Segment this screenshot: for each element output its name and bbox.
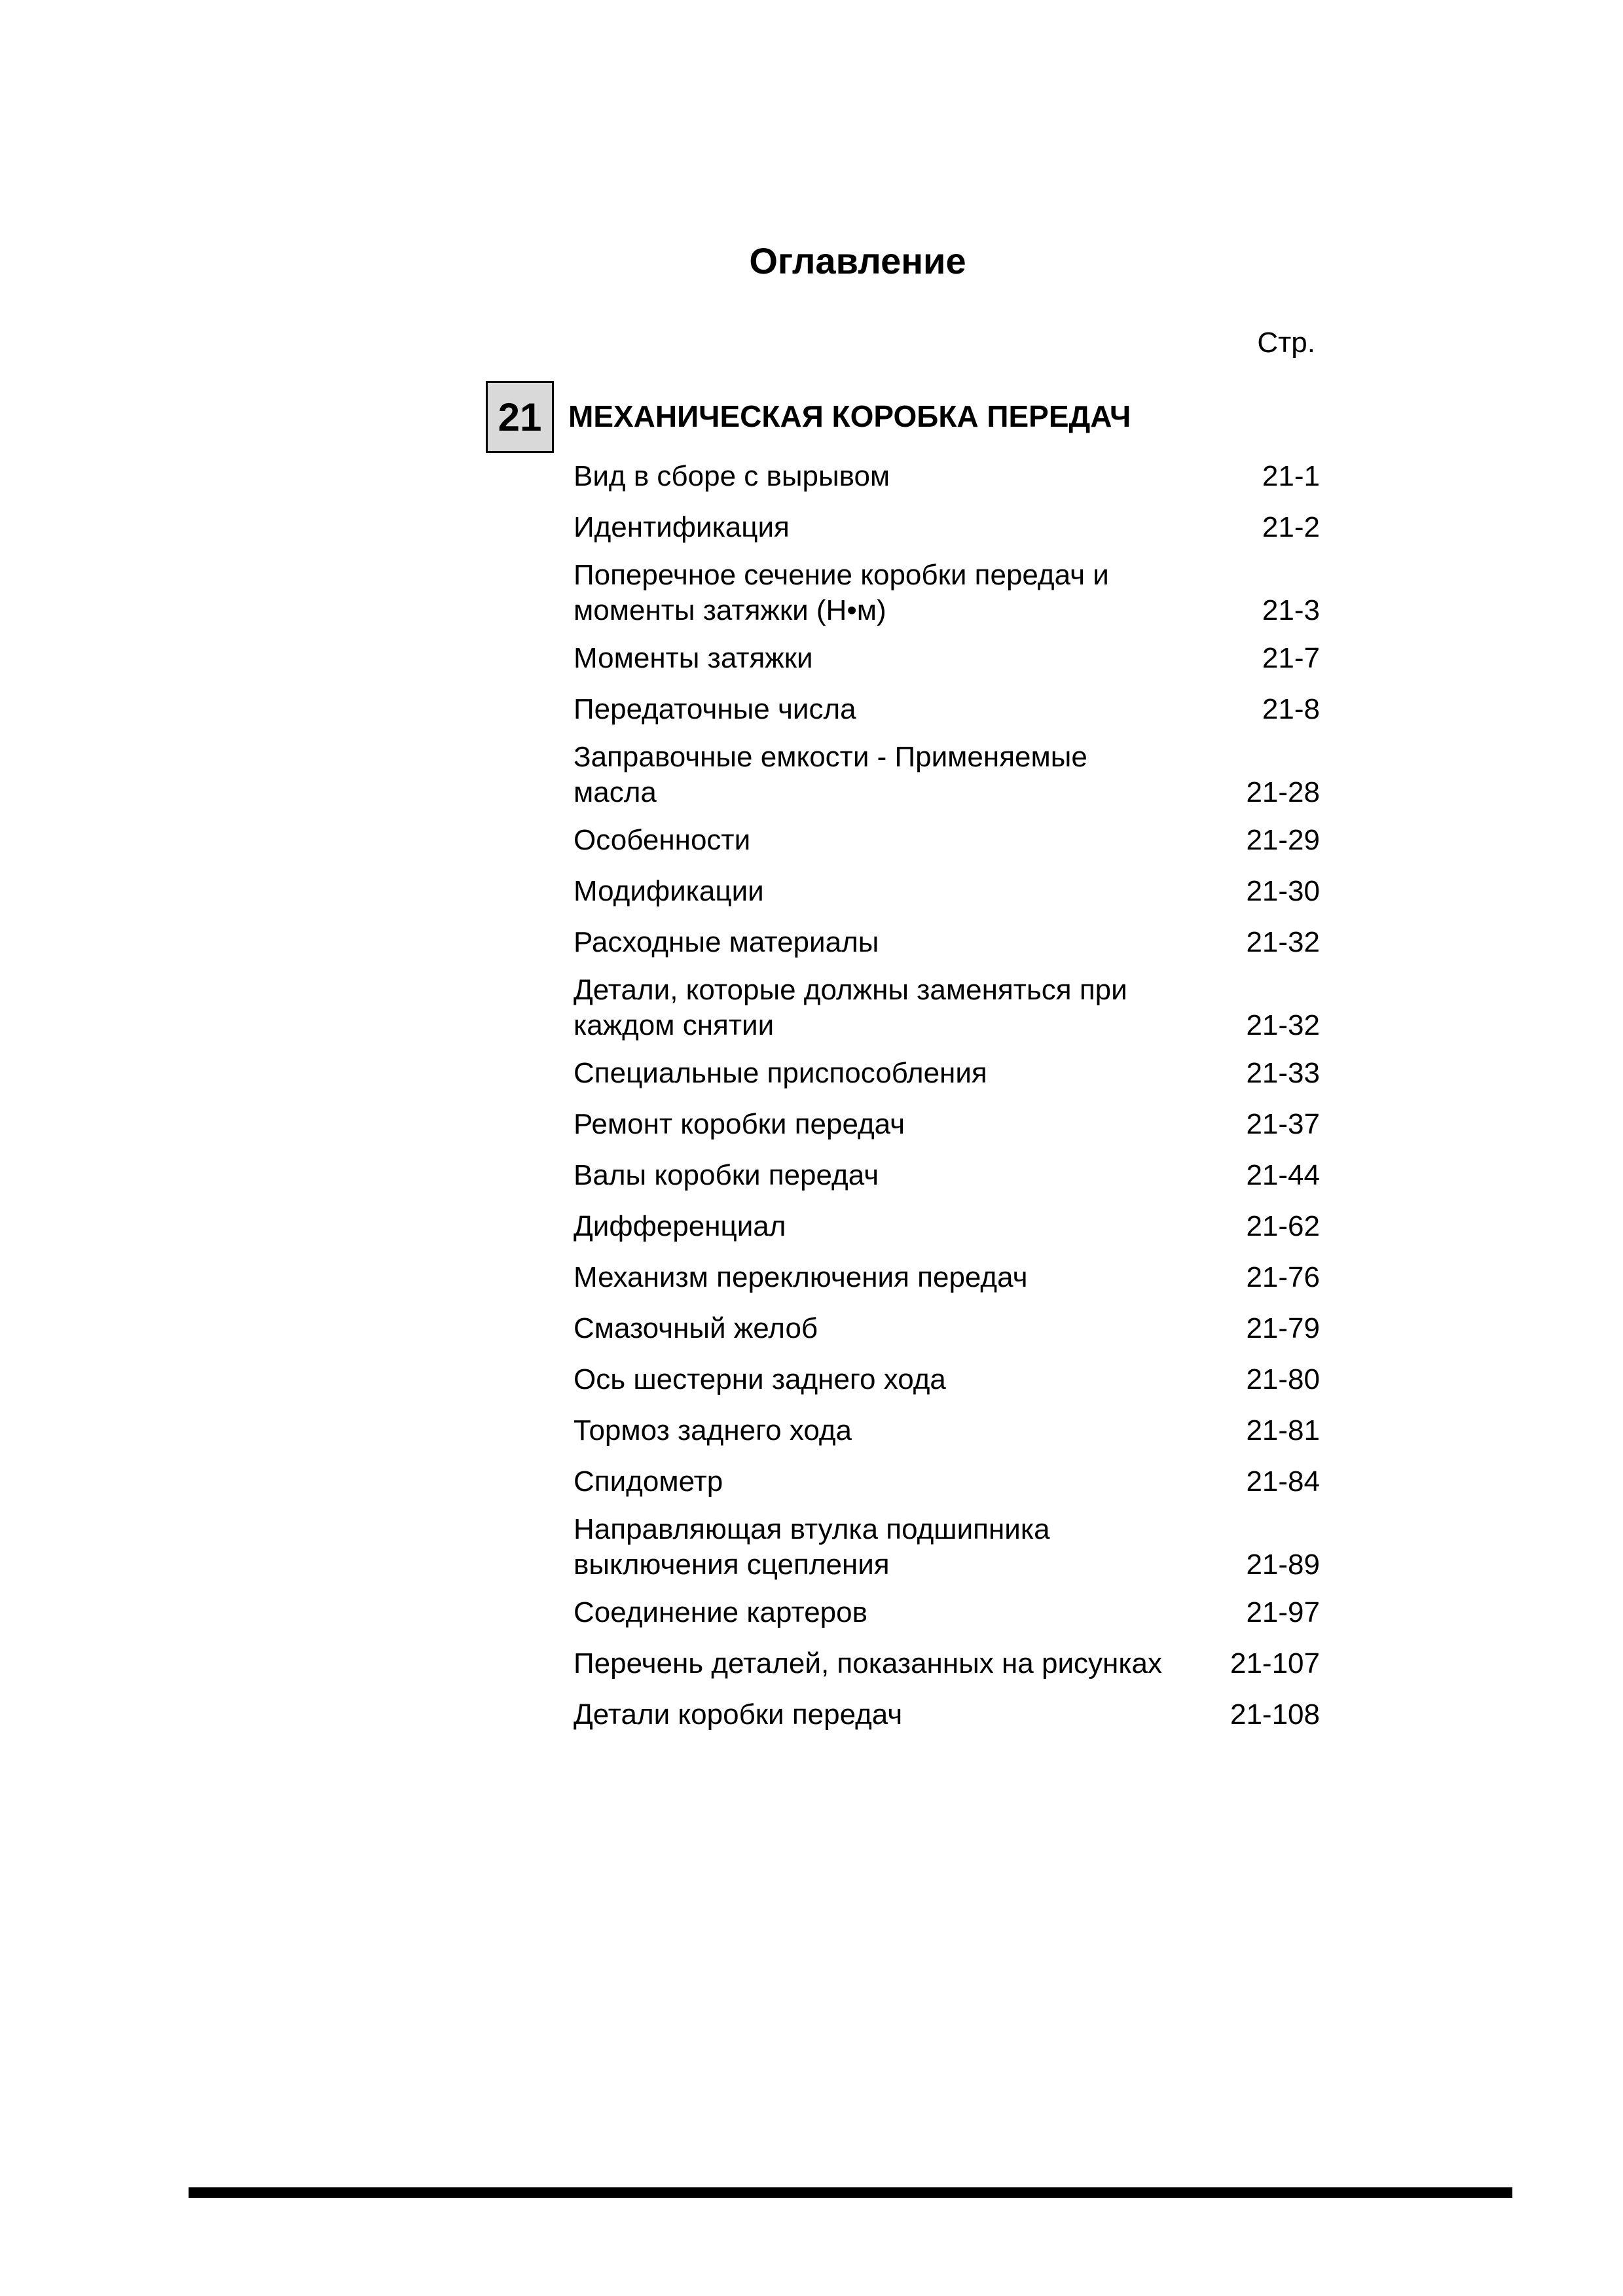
toc-entry[interactable] [574,969,1320,1049]
toc-entry-title: Детали, которые должны заменяться при каждом снятии [574,974,1127,1041]
toc-entry-title: Расходные материалы [574,926,879,958]
toc-entry[interactable] [574,1690,1320,1741]
toc-entry[interactable] [574,1457,1320,1508]
toc-entry-title: Механизм переключения передач [574,1261,1028,1293]
toc-entry-page: 21-80 [1246,1363,1320,1395]
toc-entry-page: 21-33 [1246,1057,1320,1089]
toc-entry-title: Перечень деталей, показанных на рисунках [574,1647,1163,1679]
toc-entry-page: 21-2 [1262,511,1320,543]
toc-entry[interactable] [574,867,1320,918]
toc-entry-page: 21-32 [1246,1009,1320,1041]
toc-entry[interactable] [574,452,1320,503]
toc-entry-page: 21-3 [1262,594,1320,626]
chapter-number: 21 [498,395,542,439]
toc-entry-page: 21-37 [1246,1108,1320,1140]
toc-entry-title: Специальные приспособления [574,1057,987,1089]
toc-entry-title: Тормоз заднего хода [574,1414,852,1446]
toc-entry[interactable] [574,1588,1320,1639]
toc-entry-title: Смазочный желоб [574,1312,818,1344]
toc-entry-page: 21-8 [1262,693,1320,725]
toc-entry-page: 21-107 [1230,1647,1320,1679]
toc-entry[interactable] [574,1508,1320,1588]
toc-entry[interactable] [574,1100,1320,1151]
toc-entry-page: 21-97 [1246,1596,1320,1628]
toc-entry-page: 21-7 [1262,642,1320,674]
page-title: Оглавление [749,240,966,281]
toc-entry-title: Идентификация [574,511,790,543]
toc-entry[interactable] [574,1151,1320,1202]
toc-entry[interactable] [574,1355,1320,1406]
toc-entry[interactable] [574,554,1320,634]
toc-entry-page: 21-89 [1246,1549,1320,1581]
toc-entry-page: 21-81 [1246,1414,1320,1446]
toc-entry-page: 21-76 [1246,1261,1320,1293]
toc-entry-page: 21-29 [1246,824,1320,856]
toc-entry-title: Спидометр [574,1465,723,1498]
toc-entry-title: Передаточные числа [574,693,856,725]
toc-entry-page: 21-62 [1246,1210,1320,1242]
toc-entry-page: 21-84 [1246,1465,1320,1498]
toc-entry-title: Соединение картеров [574,1596,867,1628]
toc-entry-page: 21-108 [1230,1698,1320,1731]
toc-entry-title: Валы коробки передач [574,1159,879,1191]
toc-entry-page: 21-28 [1246,776,1320,808]
toc-entry-title: Ремонт коробки передач [574,1108,905,1140]
toc-entry[interactable] [574,736,1320,816]
toc-entry[interactable] [574,634,1320,685]
toc-entry-title: Особенности [574,824,751,856]
chapter-title: МЕХАНИЧЕСКАЯ КОРОБКА ПЕРЕДАЧ [568,399,1131,433]
footer-rule [189,2187,1512,2198]
toc-entry-title: Модификации [574,875,764,907]
toc-entry-page: 21-44 [1246,1159,1320,1191]
toc-entry-page: 21-32 [1246,926,1320,958]
chapter-number-badge [486,381,554,453]
toc-entry-page: 21-79 [1246,1312,1320,1344]
toc-entry-title: Ось шестерни заднего хода [574,1363,946,1395]
toc-entry[interactable] [574,1406,1320,1457]
toc-entry[interactable] [574,685,1320,736]
toc-entry[interactable] [574,1049,1320,1100]
toc-entry[interactable] [574,503,1320,554]
toc-entry-title: Детали коробки передач [574,1698,903,1731]
toc-entry[interactable] [574,1202,1320,1253]
toc-entry-title: Моменты затяжки [574,642,813,674]
toc-entry[interactable] [574,1304,1320,1355]
toc-entry[interactable] [574,1253,1320,1304]
toc-entry[interactable] [574,918,1320,969]
toc-entry-page: 21-1 [1262,460,1320,492]
toc-entry-title: Заправочные емкости - Применяемые масла [574,741,1087,808]
toc-entry-title: Дифференциал [574,1210,786,1242]
toc-entry-title: Поперечное сечение коробки передач и моменты затяжки (Н•м) [574,559,1109,626]
toc-entry-title: Направляющая втулка подшипника выключения сцепления [574,1513,1050,1581]
toc-entry-title: Вид в сборе с вырывом [574,460,890,492]
page-column-label: Стр. [1257,327,1315,359]
toc-entry[interactable] [574,816,1320,867]
toc-entry-page: 21-30 [1246,875,1320,907]
toc-entry[interactable] [574,1639,1320,1690]
toc-list [574,452,1320,1741]
